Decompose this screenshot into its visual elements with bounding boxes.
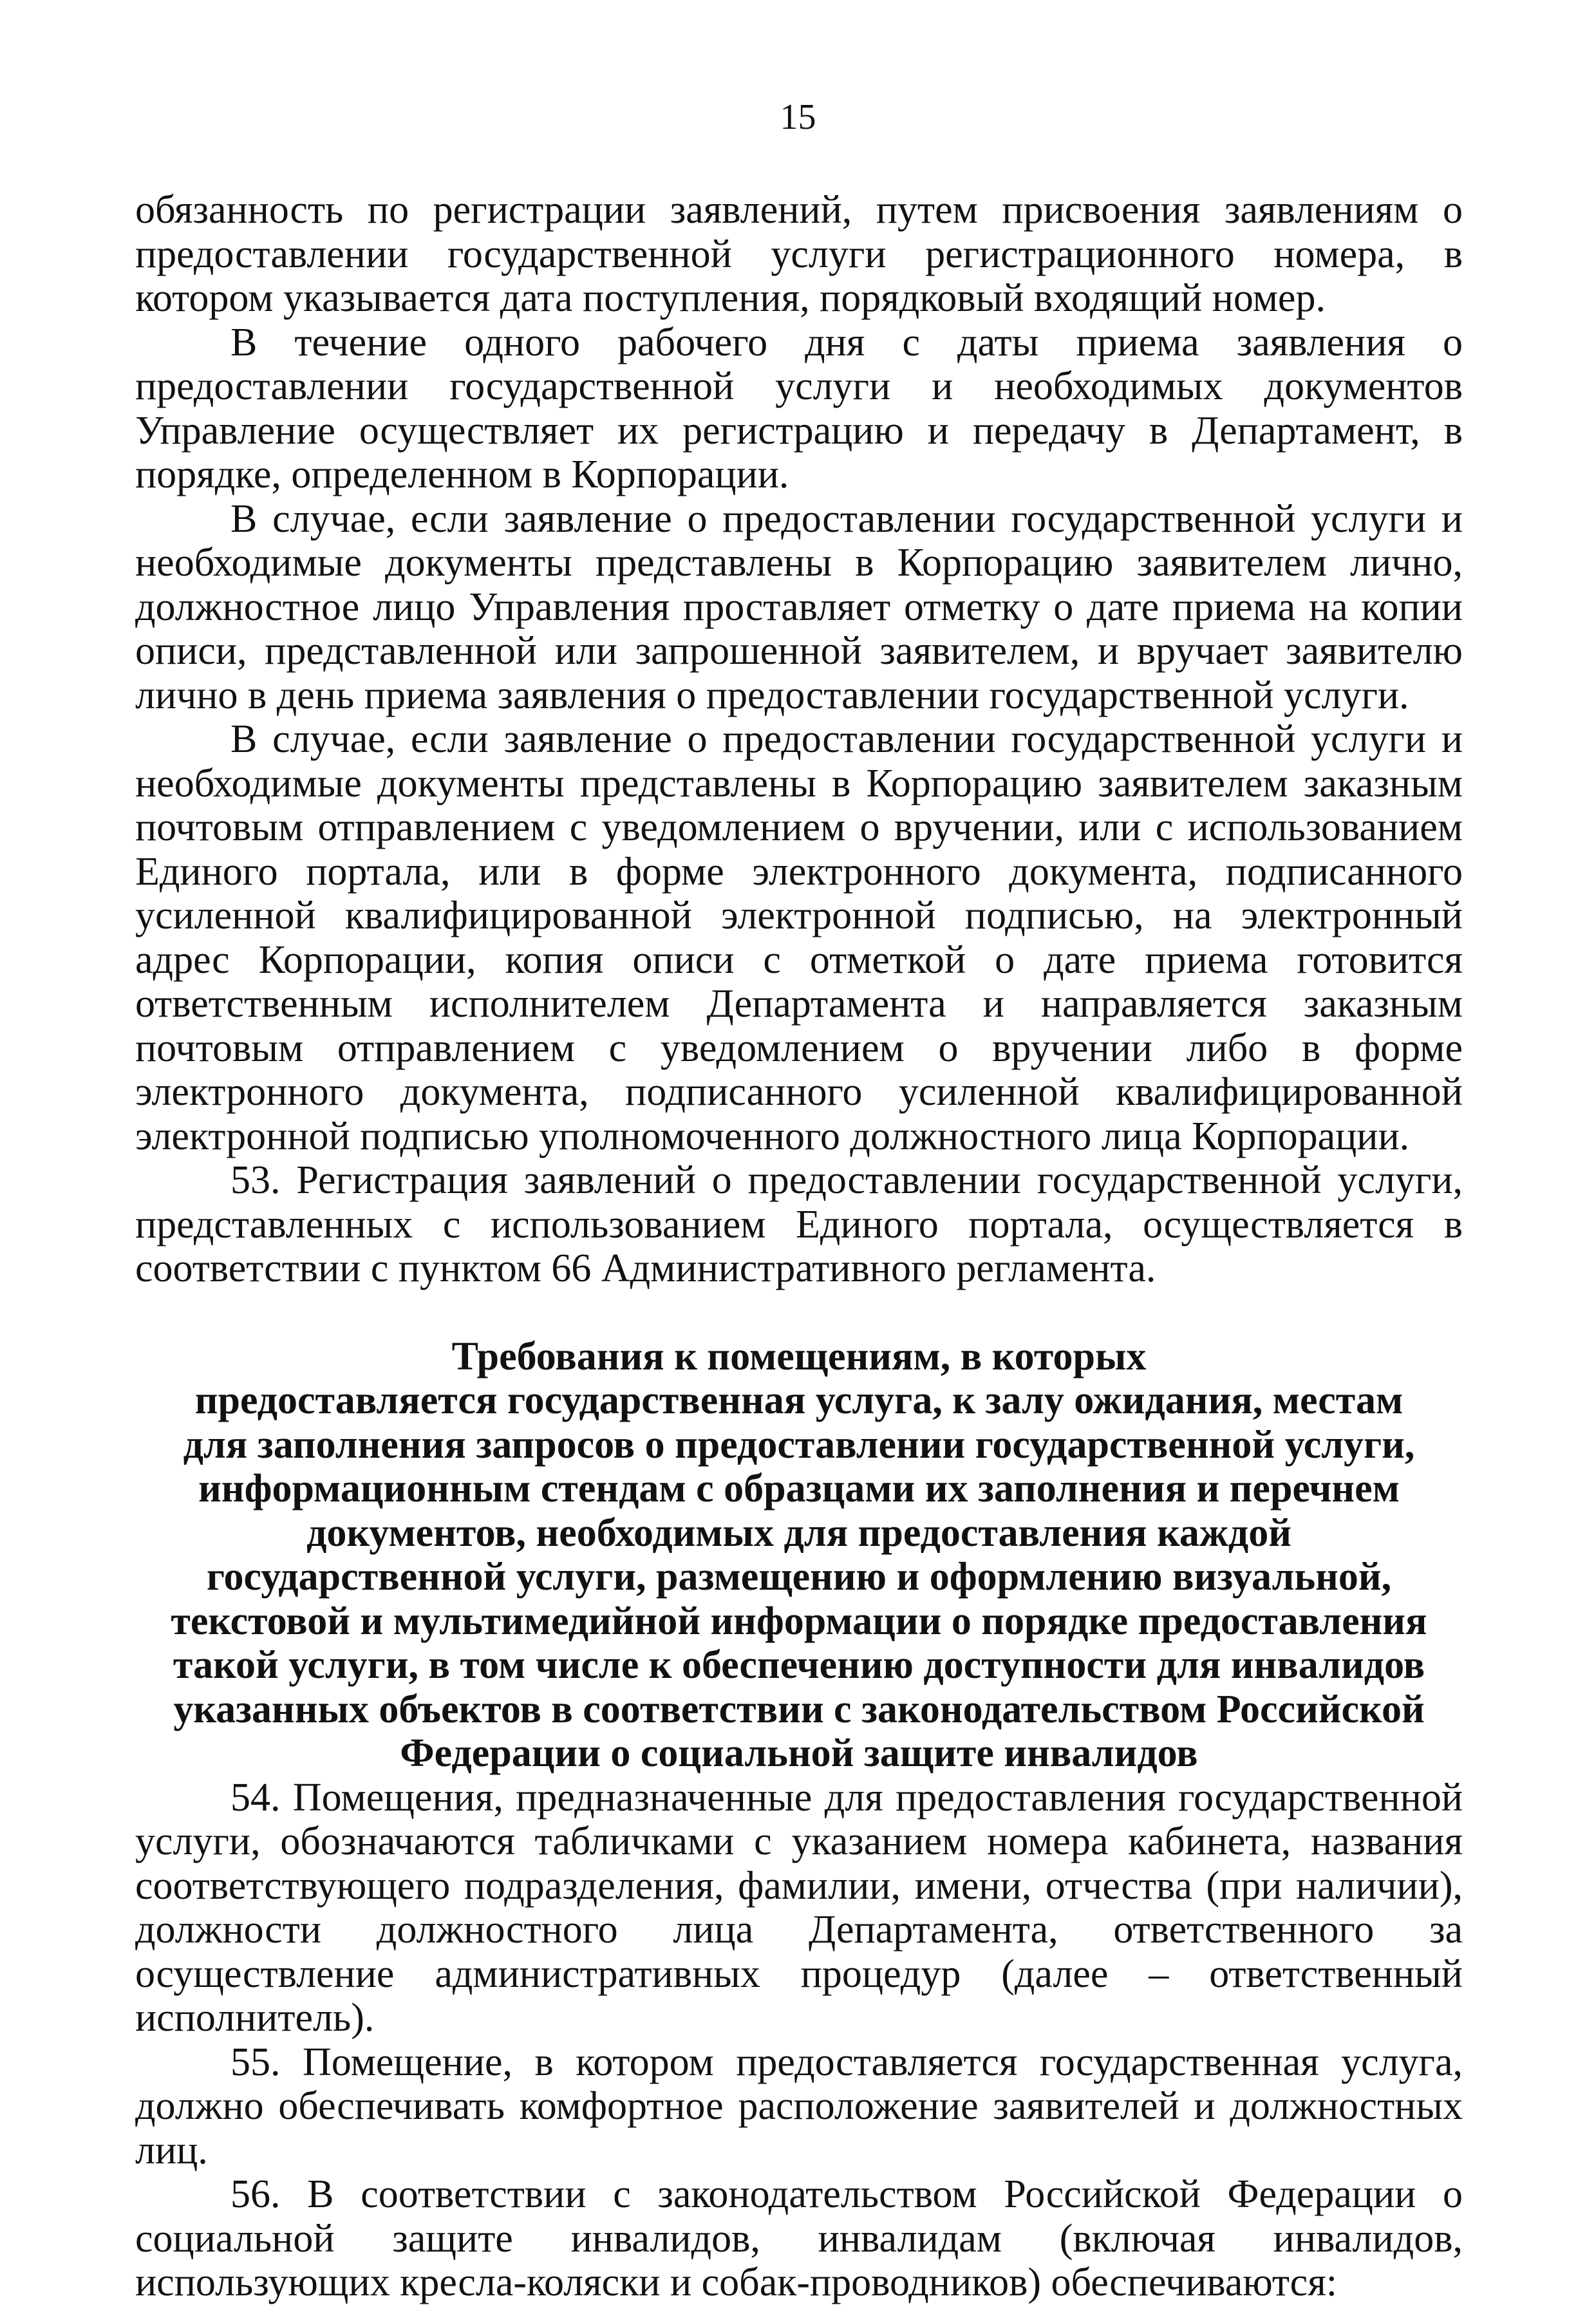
paragraph-item-55: 55. Помещение, в котором предоставляется государственная услуга, должно обеспечивать комфортное расположение заявителей и должностных лиц. [135,2040,1463,2172]
paragraph-item-54: 54. Помещения, предназначенные для предоставления государственной услуги, обозначаются табличками с указанием номера кабинета, названия соответствующего подразделения, фамилии, имени, отчества (при наличии), должности должностного лица Департамента, ответственного за осуществление административных процедур (далее – ответственный исполнитель). [135,1775,1463,2040]
heading-line: информационным стендам с образцами их заполнения и перечнем [198,1467,1400,1510]
paragraph-continuation: обязанность по регистрации заявлений, путем присвоения заявлениям о предоставлении государственной услуги регистрационного номера, в котором указывается дата поступления, порядковый входящий номер. [135,188,1463,320]
heading-line: документов, необходимых для предоставления каждой [306,1510,1291,1555]
paragraph-item-53: 53. Регистрация заявлений о предоставлении государственной услуги, представленных с использованием Единого портала, осуществляется в соответствии с пунктом 66 Административного регламента. [135,1158,1463,1290]
heading-line: такой услуги, в том числе к обеспечению доступности для инвалидов [173,1643,1425,1687]
heading-line: указанных объектов в соответствии с законодательством Российской [173,1687,1425,1731]
heading-line: государственной услуги, размещению и оформлению визуальной, [206,1555,1392,1599]
heading-line: Требования к помещениям, в которых [451,1334,1147,1378]
heading-line: для заполнения запросов о предоставлении государственной услуги, [183,1422,1415,1467]
paragraph-item-56: 56. В соответствии с законодательством Российской Федерации о социальной защите инвалидов, инвалидам (включая инвалидов, использующих кресла-коляски и собак-проводников) обеспечиваются: [135,2172,1463,2304]
section-heading [135,1335,1463,1776]
paragraph-registration-timing: В течение одного рабочего дня с даты приема заявления о предоставлении государственной услуги и необходимых документов Управление осуществляет их регистрацию и передачу в Департамент, в порядке, определенном в Корпорации. [135,320,1463,496]
heading-line: текстовой и мультимедийной информации о порядке предоставления [171,1599,1427,1643]
page-number: 15 [780,97,816,137]
heading-line: Федерации о социальной защите инвалидов [400,1731,1198,1775]
heading-line: предоставляется государственная услуга, к залу ожидания, местам [194,1378,1404,1422]
paragraph-postal-submission: В случае, если заявление о предоставлении государственной услуги и необходимые документы представлены в Корпорацию заявителем заказным почтовым отправлением с уведомлением о вручении, или с использованием Единого портала, или в форме электронного документа, подписанного усиленной квалифицированной электронной подписью, на электронный адрес Корпорации, копия описи с отметкой о дате приема готовится ответственным исполнителем Департамента и направляется заказным почтовым отправлением с уведомлением о вручении либо в форме электронного документа, подписанного усиленной квалифицированной электронной подписью уполномоченного должностного лица Корпорации. [135,717,1463,1158]
document-body [135,188,1463,2305]
paragraph-personal-submission: В случае, если заявление о предоставлении государственной услуги и необходимые документы представлены в Корпорацию заявителем лично, должностное лицо Управления проставляет отметку о дате приема на копии описи, представленной или запрошенной заявителем, и вручает заявителю лично в день приема заявления о предоставлении государственной услуги. [135,496,1463,717]
